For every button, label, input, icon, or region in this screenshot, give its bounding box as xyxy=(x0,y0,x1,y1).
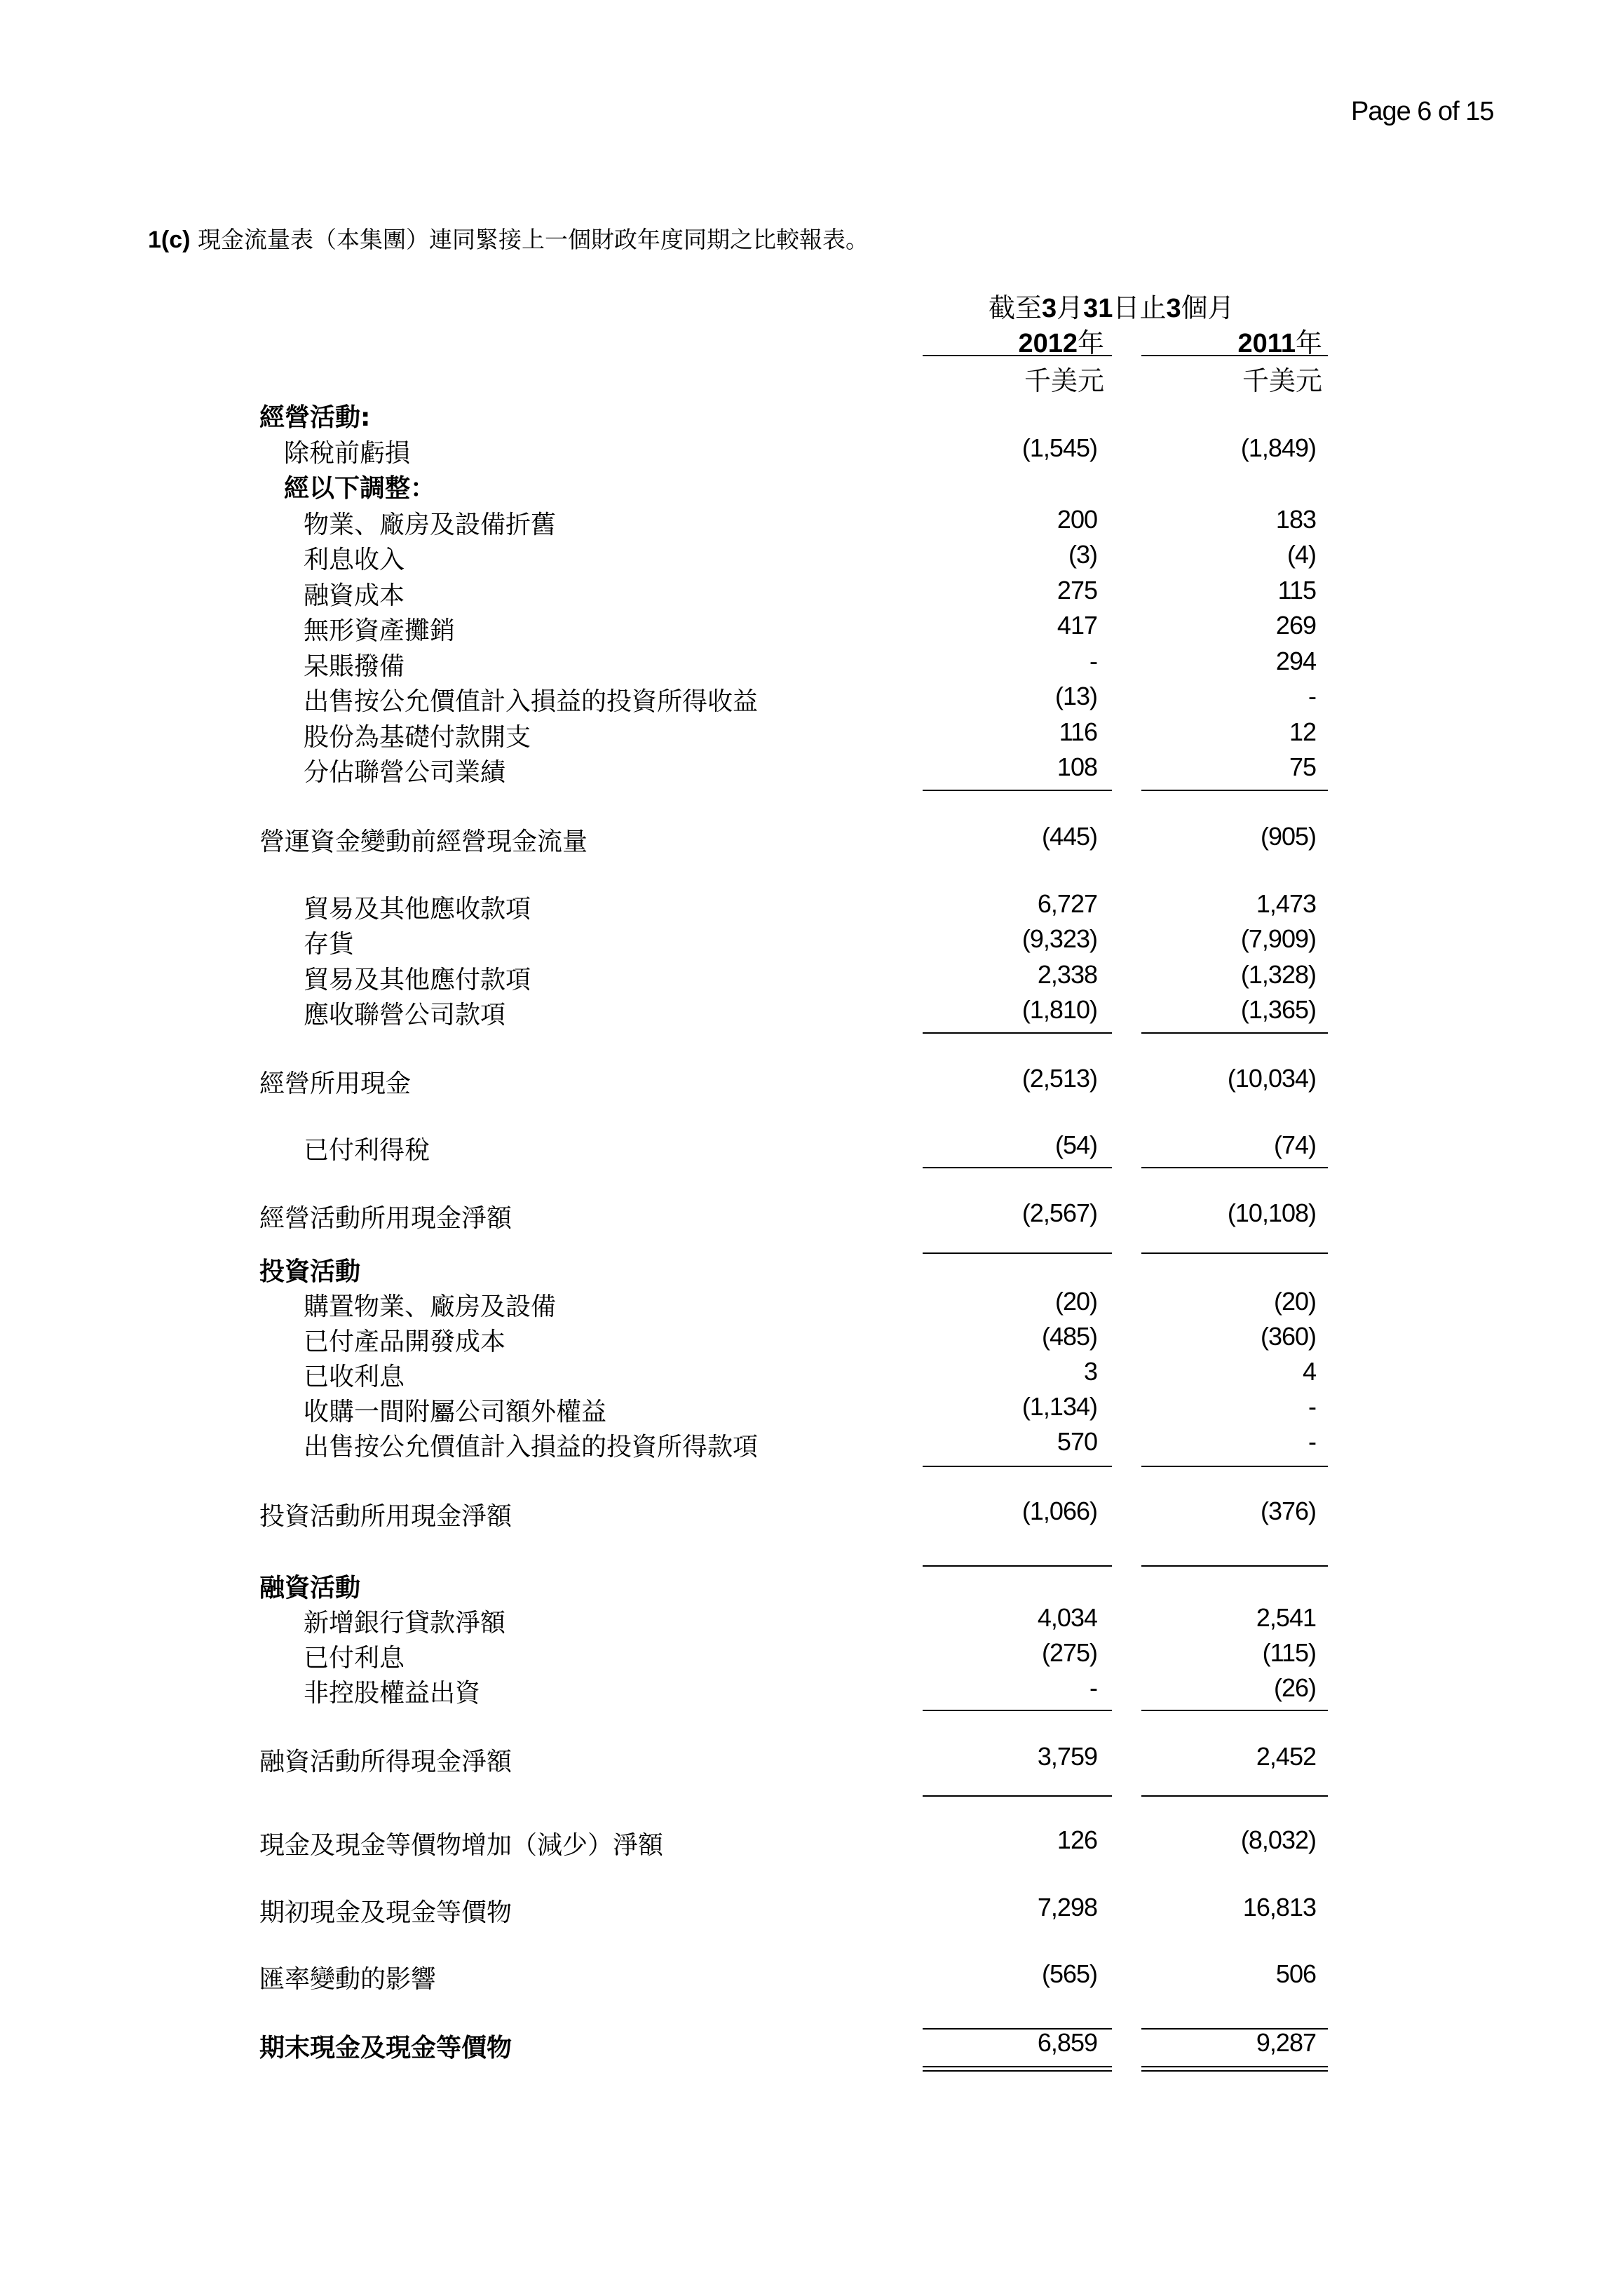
value-2012: (2,567) xyxy=(1021,1198,1097,1227)
row-label: 投資活動 xyxy=(259,1257,361,1286)
value-2011: 115 xyxy=(1277,576,1316,605)
value-2011: (360) xyxy=(1260,1322,1316,1351)
subtotal-rule xyxy=(923,1466,1112,1467)
row-label: 已付產品開發成本 xyxy=(304,1328,506,1356)
value-2012: (13) xyxy=(1054,682,1097,710)
value-2012: 116 xyxy=(1059,717,1097,746)
value-2011: 16,813 xyxy=(1242,1893,1316,1922)
value-2011: 506 xyxy=(1275,1959,1316,1988)
year-2012: 2012 xyxy=(1018,329,1078,358)
period-pre: 截至 xyxy=(989,292,1043,323)
value-2012: (2,513) xyxy=(1021,1064,1097,1093)
value-2012: (1,545) xyxy=(1021,433,1097,462)
column-header-2011 xyxy=(1112,321,1322,360)
section-title: 現金流量表（本集團）連同緊接上一個財政年度同期之比較報表。 xyxy=(197,226,869,253)
value-2012: (1,066) xyxy=(1021,1497,1097,1525)
value-2011: (26) xyxy=(1273,1673,1316,1702)
value-2011: 269 xyxy=(1275,611,1316,640)
subtotal-rule xyxy=(923,1710,1112,1711)
row-label: 融資活動所得現金淨額 xyxy=(259,1748,512,1776)
subtotal-rule xyxy=(923,1167,1112,1168)
total-rule xyxy=(923,1795,1112,1797)
row-label: 除稅前虧損 xyxy=(284,439,411,468)
value-2011: 4 xyxy=(1302,1357,1316,1386)
value-2012: 570 xyxy=(1057,1427,1097,1456)
value-2012: (1,134) xyxy=(1021,1392,1097,1421)
row-label: 現金及現金等價物增加（減少）淨額 xyxy=(259,1831,664,1860)
value-2012: 3 xyxy=(1083,1357,1097,1386)
value-2011: 12 xyxy=(1289,717,1316,746)
row-label: 分佔聯營公司業績 xyxy=(304,758,506,787)
row-label: 經營所用現金 xyxy=(259,1069,412,1098)
value-2012: 126 xyxy=(1057,1825,1097,1854)
value-2012: (20) xyxy=(1054,1287,1097,1316)
row-label: 購置物業、廠房及設備 xyxy=(304,1292,557,1321)
unit-label-2011: 千美元 xyxy=(1242,365,1322,396)
row-label: 已付利得稅 xyxy=(304,1136,430,1165)
row-label: 應收聯營公司款項 xyxy=(304,1001,506,1029)
row-label: 融資成本 xyxy=(304,581,405,610)
period-mid2: 日止 xyxy=(1113,292,1167,323)
subtotal-rule xyxy=(1141,1710,1328,1711)
value-2011: 2,541 xyxy=(1256,1603,1316,1632)
value-2011: (7,909) xyxy=(1240,924,1316,953)
value-2012: - xyxy=(1089,647,1097,675)
total-rule xyxy=(1141,1565,1328,1567)
value-2011: (74) xyxy=(1273,1130,1316,1159)
section-ref: 1(c) xyxy=(148,227,191,253)
value-2012: 7,298 xyxy=(1037,1893,1097,1922)
value-2011: 1,473 xyxy=(1256,889,1316,918)
value-2011: 9,287 xyxy=(1256,2028,1316,2057)
value-2012: (485) xyxy=(1041,1322,1097,1351)
value-2012: 200 xyxy=(1057,505,1097,534)
row-label: 融資活動 xyxy=(259,1574,361,1602)
double-underline xyxy=(1141,2066,1328,2072)
value-2011: (10,034) xyxy=(1227,1064,1316,1093)
row-label: 投資活動所用現金淨額 xyxy=(259,1502,512,1531)
row-label: 出售按公允價值計入損益的投資所得收益 xyxy=(304,687,759,716)
subtotal-rule xyxy=(1141,1466,1328,1467)
row-label: 物業、廠房及設備折舊 xyxy=(304,511,557,539)
value-2012: (565) xyxy=(1041,1959,1097,1988)
period-post: 個月 xyxy=(1181,292,1235,323)
row-label: 期末現金及現金等價物 xyxy=(259,2034,512,2062)
value-2012: 4,034 xyxy=(1037,1603,1097,1632)
subtotal-rule xyxy=(1141,790,1328,791)
value-2011: 2,452 xyxy=(1256,1742,1316,1771)
value-2011: (905) xyxy=(1260,822,1316,851)
row-label: 經營活動所用現金淨額 xyxy=(259,1204,512,1233)
value-2012: 108 xyxy=(1057,752,1097,781)
row-label: 出售按公允價值計入損益的投資所得款項 xyxy=(304,1433,759,1461)
double-underline xyxy=(923,2066,1112,2072)
period-day: 31 xyxy=(1083,294,1113,323)
subtotal-rule xyxy=(1141,1032,1328,1034)
value-2011: 294 xyxy=(1275,647,1316,675)
value-2011: - xyxy=(1308,1427,1316,1456)
value-2012: 2,338 xyxy=(1037,960,1097,989)
row-label: 呆賬撥備 xyxy=(304,652,405,681)
value-2012: 3,759 xyxy=(1037,1742,1097,1771)
value-2012: 417 xyxy=(1057,611,1097,640)
row-label: 貿易及其他應收款項 xyxy=(304,895,531,924)
row-label: 營運資金變動前經營現金流量 xyxy=(259,828,588,856)
value-2011: - xyxy=(1308,682,1316,710)
value-2012: 6,727 xyxy=(1037,889,1097,918)
period-count: 3 xyxy=(1166,294,1181,323)
year-suffix: 年 xyxy=(1295,327,1322,358)
row-label: 經以下調整： xyxy=(284,474,436,503)
year-2011: 2011 xyxy=(1237,329,1296,358)
header-rule xyxy=(923,355,1112,356)
row-label: 已收利息 xyxy=(304,1363,405,1391)
column-header-2012 xyxy=(894,321,1104,360)
row-label: 貿易及其他應付款項 xyxy=(304,966,531,994)
value-2011: (1,849) xyxy=(1240,433,1316,462)
period-mid: 月 xyxy=(1057,292,1084,323)
value-2012: (1,810) xyxy=(1021,995,1097,1024)
subtotal-rule xyxy=(1141,1167,1328,1168)
total-rule xyxy=(1141,1252,1328,1254)
row-label: 收購一間附屬公司額外權益 xyxy=(304,1398,607,1426)
value-2011: (376) xyxy=(1260,1497,1316,1525)
value-2012: - xyxy=(1089,1673,1097,1702)
period-month: 3 xyxy=(1042,294,1057,323)
value-2011: (1,328) xyxy=(1240,960,1316,989)
subtotal-rule xyxy=(923,1032,1112,1034)
header-rule xyxy=(1141,355,1328,356)
row-label: 存貨 xyxy=(304,930,355,959)
value-2012: (54) xyxy=(1054,1130,1097,1159)
value-2011: (4) xyxy=(1287,540,1316,569)
row-label: 期初現金及現金等價物 xyxy=(259,1898,512,1927)
value-2011: (8,032) xyxy=(1240,1825,1316,1854)
value-2011: 183 xyxy=(1275,505,1316,534)
value-2011: 75 xyxy=(1289,752,1316,781)
total-rule xyxy=(923,1252,1112,1254)
section-heading xyxy=(148,222,869,255)
value-2012: 6,859 xyxy=(1037,2028,1097,2057)
value-2011: (10,108) xyxy=(1227,1198,1316,1227)
year-suffix: 年 xyxy=(1077,327,1104,358)
subtotal-rule xyxy=(923,790,1112,791)
value-2011: - xyxy=(1308,1392,1316,1421)
total-rule xyxy=(1141,1795,1328,1797)
value-2012: (9,323) xyxy=(1021,924,1097,953)
value-2011: (115) xyxy=(1262,1638,1316,1667)
row-label: 已付利息 xyxy=(304,1644,405,1673)
value-2012: 275 xyxy=(1057,576,1097,605)
period-header xyxy=(989,286,1235,325)
total-rule xyxy=(923,1565,1112,1567)
row-label: 利息收入 xyxy=(304,546,405,574)
value-2011: (20) xyxy=(1273,1287,1316,1316)
row-label: 匯率變動的影響 xyxy=(259,1965,437,1994)
row-label: 經營活動: xyxy=(259,403,371,432)
row-label: 無形資產攤銷 xyxy=(304,616,456,645)
value-2012: (275) xyxy=(1041,1638,1097,1667)
page-number: Page 6 of 15 xyxy=(1351,97,1494,126)
row-label: 新增銀行貸款淨額 xyxy=(304,1609,506,1637)
value-2011: (1,365) xyxy=(1240,995,1316,1024)
unit-label-2012: 千美元 xyxy=(1024,365,1104,396)
row-label: 股份為基礎付款開支 xyxy=(304,723,531,752)
row-label: 非控股權益出資 xyxy=(304,1679,481,1708)
value-2012: (3) xyxy=(1068,540,1097,569)
value-2012: (445) xyxy=(1041,822,1097,851)
